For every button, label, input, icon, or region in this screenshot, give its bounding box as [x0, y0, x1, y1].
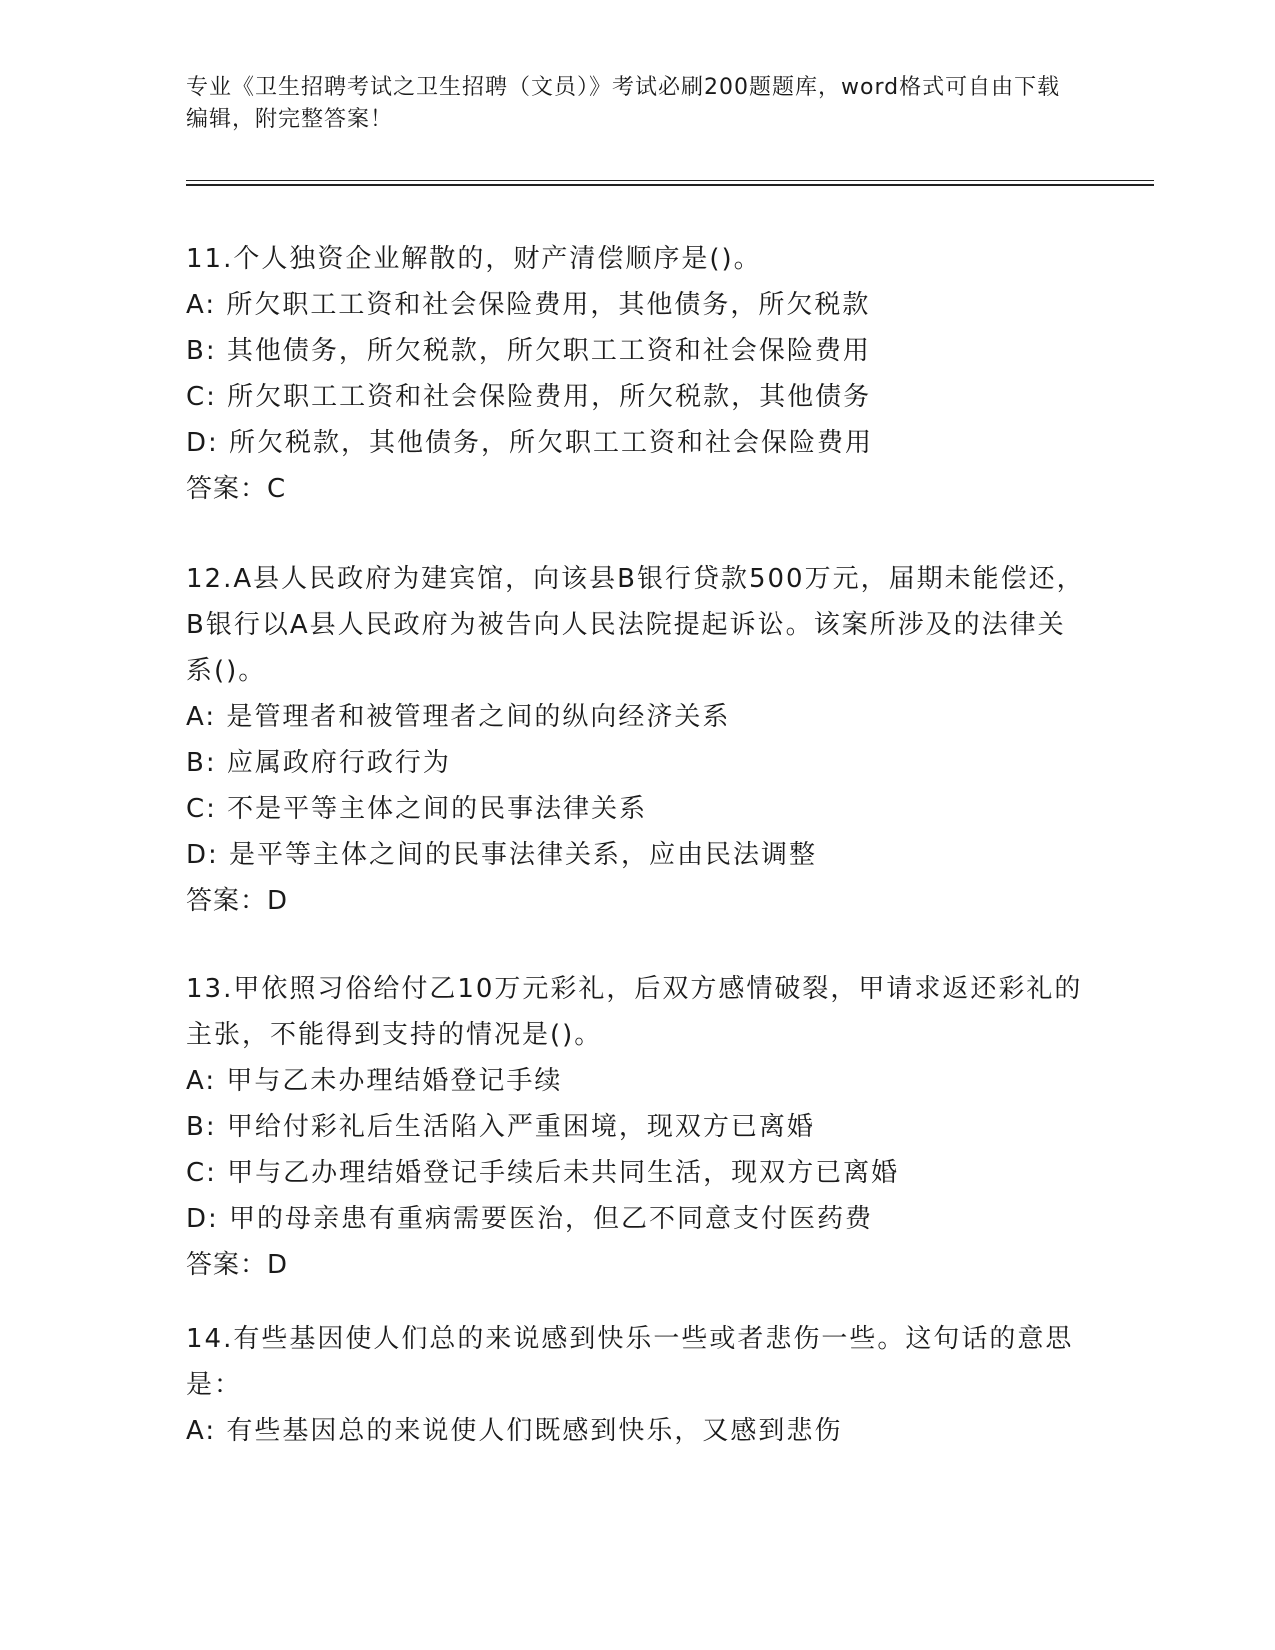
- option-b: B: 应属政府行政行为: [186, 748, 451, 778]
- option-a: A: 有些基因总的来说使人们既感到快乐，又感到悲伤: [186, 1416, 843, 1446]
- header-divider-thin: [186, 180, 1154, 181]
- question-stem: 11.个人独资企业解散的，财产清偿顺序是()。: [186, 244, 762, 274]
- option-d: D: 甲的母亲患有重病需要医治，但乙不同意支付医药费: [186, 1204, 874, 1234]
- option-c: C: 不是平等主体之间的民事法律关系: [186, 794, 648, 824]
- option-b: B: 其他债务，所欠税款，所欠职工工资和社会保险费用: [186, 336, 871, 366]
- option-d: D: 是平等主体之间的民事法律关系，应由民法调整: [186, 840, 818, 870]
- answer: 答案：D: [186, 886, 289, 916]
- option-d: D: 所欠税款，其他债务，所欠职工工资和社会保险费用: [186, 428, 874, 458]
- option-c: C: 所欠职工工资和社会保险费用，所欠税款，其他债务: [186, 382, 872, 412]
- header-divider-thick: [186, 184, 1154, 186]
- option-c: C: 甲与乙办理结婚登记手续后未共同生活，现双方已离婚: [186, 1158, 900, 1188]
- question-14: [186, 1316, 1086, 1454]
- option-a: A: 甲与乙未办理结婚登记手续: [186, 1066, 563, 1096]
- option-a: A: 所欠职工工资和社会保险费用，其他债务，所欠税款: [186, 290, 871, 320]
- header-text: 专业《卫生招聘考试之卫生招聘（文员）》考试必刷200题题库，word格式可自由下载编辑，附完整答案！: [186, 75, 1061, 132]
- answer: 答案：C: [186, 474, 287, 504]
- question-stem: 12.A县人民政府为建宾馆，向该县B银行贷款500万元，届期未能偿还，B银行以A县人民政府为被告向人民法院提起诉讼。该案所涉及的法律关系()。: [186, 564, 1085, 686]
- answer: 答案：D: [186, 1250, 289, 1280]
- question-stem: 13.甲依照习俗给付乙10万元彩礼，后双方感情破裂，甲请求返还彩礼的主张，不能得到支持的情况是()。: [186, 974, 1083, 1050]
- question-12: [186, 556, 1086, 924]
- question-13: [186, 966, 1086, 1288]
- question-stem: 14.有些基因使人们总的来说感到快乐一些或者悲伤一些。这句话的意思是：: [186, 1324, 1074, 1400]
- question-11: [186, 236, 1086, 512]
- option-b: B: 甲给付彩礼后生活陷入严重困境，现双方已离婚: [186, 1112, 815, 1142]
- document-header: [186, 72, 1066, 136]
- option-a: A: 是管理者和被管理者之间的纵向经济关系: [186, 702, 731, 732]
